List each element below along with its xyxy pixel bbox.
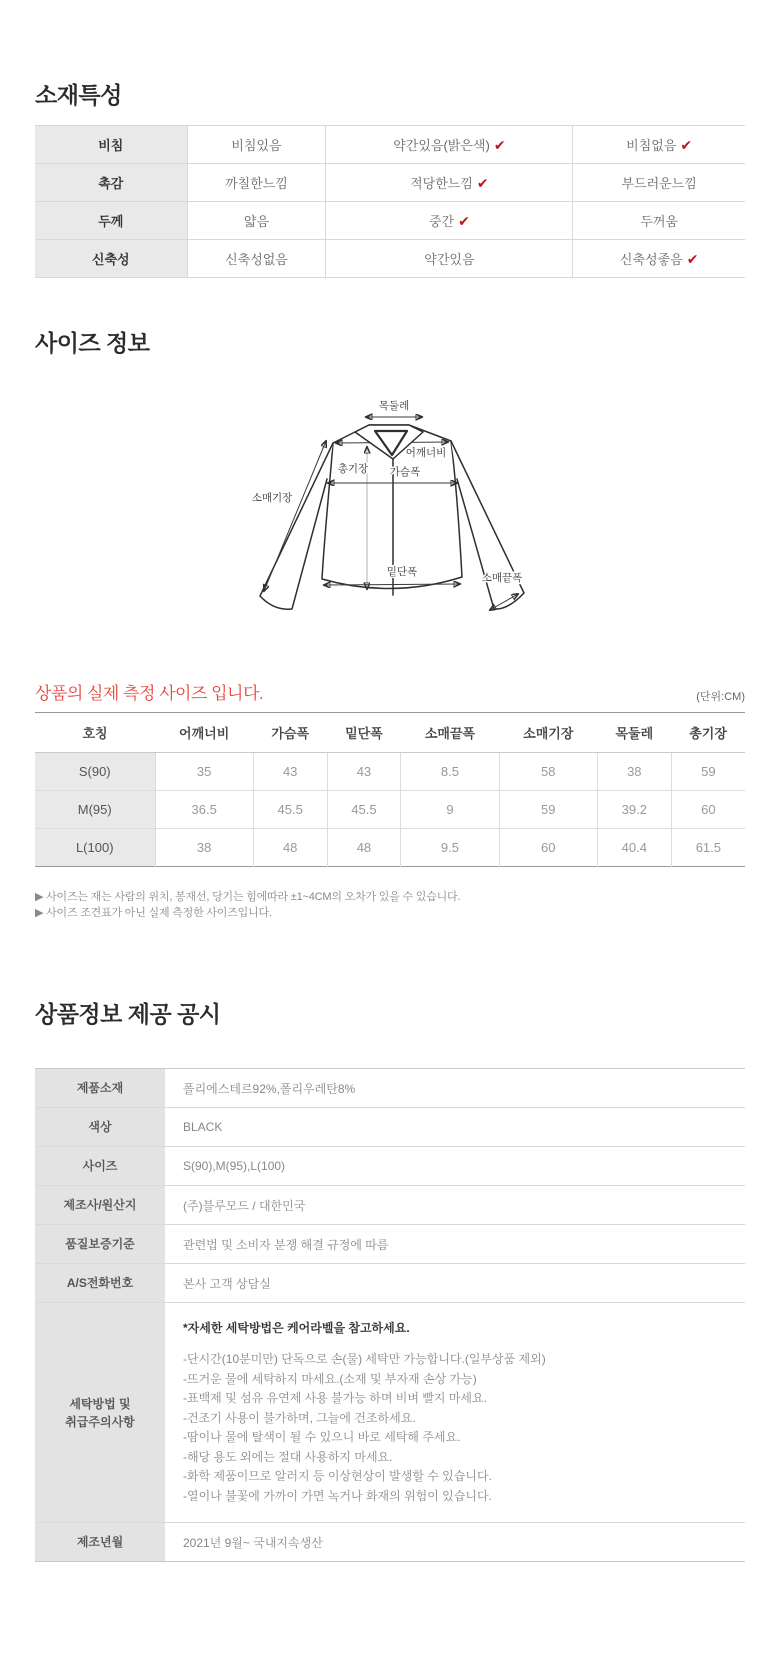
size-value-cell: 61.5 [695,840,721,855]
size-table-header-row [35,713,745,753]
info-row [35,1225,745,1264]
size-row-s [35,753,745,791]
material-option-text: 중간 [428,214,455,229]
check-icon: ✔ [476,175,489,191]
material-row [35,164,745,202]
size-value-cell: 59 [499,791,597,829]
measured-size-header [35,679,745,704]
size-row-name: L(100) [35,829,155,867]
info-row-value: 본사 고객 상담실 [165,1264,745,1303]
size-value-cell: 48 [327,829,401,867]
care-item: -단시간(10분미만) 단독으로 손(물) 세탁만 가능합니다.(일부상품 제외) [183,1352,546,1366]
material-option-cell [187,126,326,164]
material-option-cell [187,202,326,240]
info-row [35,1264,745,1303]
size-diagram [35,371,745,623]
care-item: -화학 제품이므로 알러지 등 이상현상이 발생할 수 있습니다. [183,1469,492,1483]
care-label-line1: 세탁방법 및 [69,1396,131,1411]
size-value-cell: 8.5 [401,753,499,791]
size-footnote: ▶ 사이즈 조견표가 아닌 실제 측정한 사이즈입니다. [35,907,272,919]
size-value-cell: 43 [327,753,401,791]
size-column-header: 소매끝폭 [401,713,499,753]
info-row-label: 사이즈 [35,1147,165,1186]
size-column-header: 목둘레 [597,713,671,753]
size-value-cell: 9.5 [401,829,499,867]
info-row-label: 품질보증기준 [35,1225,165,1264]
diagram-label-cuff: 소매끝폭 [481,572,523,584]
size-value-cell: 43 [253,753,327,791]
care-item: -건조기 사용이 불가하며, 그늘에 건조하세요. [183,1410,416,1425]
size-value-cell: 60 [671,791,745,829]
info-row [35,1069,745,1108]
size-column-header: 가슴폭 [253,713,327,753]
material-option-text: 얇음 [243,214,270,229]
diagram-label-sleeve: 소매기장 [251,492,293,504]
size-value-cell: 36.5 [155,791,253,829]
check-icon: ✔ [493,137,506,153]
size-value-cell: 40.4 [597,829,671,867]
info-row-value: BLACK [165,1108,745,1147]
size-value-cell: 59 [671,753,745,791]
material-option-text: 비침없음 [626,138,677,153]
measured-size-unit: (단위:CM) [696,691,745,703]
material-option-text: 까칠한느낌 [225,176,288,191]
material-row [35,240,745,278]
size-value-cell: 45.5 [253,791,327,829]
info-row-value: S(90),M(95),L(100) [165,1147,745,1186]
material-row [35,202,745,240]
material-table [35,125,745,278]
material-row-label: 비침 [35,126,187,164]
info-row-label: 제품소재 [35,1069,165,1108]
diagram-label-shoulder: 어깨너비 [405,447,447,459]
size-column-header: 소매기장 [499,713,597,753]
check-icon: ✔ [686,251,699,267]
material-option-cell [326,164,573,202]
size-footnotes [35,889,745,921]
info-row-value: (주)블루모드 / 대한민국 [165,1186,745,1225]
size-value-cell: 38 [597,753,671,791]
diagram-label-chest: 가슴폭 [389,466,421,478]
material-option-text: 약간있음(밝은색) [393,138,490,153]
check-icon: ✔ [680,137,693,153]
size-value-cell: 38 [155,829,253,867]
info-row-label: 제조년월 [35,1523,165,1562]
material-option-cell [573,126,745,164]
size-column-header: 총기장 [671,713,745,753]
material-option-cell [326,126,573,164]
material-option-cell [573,202,745,240]
info-row-value: 폴리에스테르92%,폴리우레탄8% [165,1069,745,1108]
material-option-cell [573,164,745,202]
care-item: -해당 용도 외에는 절대 사용하지 마세요. [183,1449,393,1464]
size-value-cell: 60 [499,829,597,867]
shirt-measurement-diagram [240,371,540,621]
care-item: -땀이나 물에 탈색이 될 수 있으니 바로 세탁해 주세요. [183,1430,461,1444]
size-value-cell: 48 [253,829,327,867]
material-option-text: 신축성좋음 [619,252,683,267]
material-option-text: 두꺼움 [640,214,678,229]
material-option-cell [326,202,573,240]
material-option-text: 약간있음 [424,252,475,267]
care-item: -표백제 및 섬유 유연제 사용 불가능 하며 비벼 빨지 마세요. [183,1391,487,1405]
info-row-label: 제조사/원산지 [35,1186,165,1225]
size-value-cell: 9 [401,791,499,829]
info-row-value: 관련법 및 소비자 분쟁 해결 규정에 따름 [165,1225,745,1264]
diagram-label-neck: 목둘레 [378,400,410,412]
material-row [35,126,745,164]
size-value-cell: 58 [499,753,597,791]
material-option-cell [573,240,745,278]
info-row-label: 색상 [35,1108,165,1147]
material-option-cell [187,240,326,278]
size-value-cell: 39.2 [597,791,671,829]
diagram-label-length: 총기장 [337,463,369,475]
info-row [35,1147,745,1186]
material-option-cell [187,164,326,202]
care-instructions [165,1303,745,1523]
info-row-care [35,1303,745,1523]
info-row [35,1186,745,1225]
info-row [35,1523,745,1562]
care-item: -뜨거운 물에 세탁하지 마세요.(소재 및 부자재 손상 가능) [183,1371,477,1386]
material-option-cell [326,240,573,278]
size-row-l [35,829,745,867]
check-icon: ✔ [458,213,470,229]
size-value-cell: 35 [155,753,253,791]
measured-size-notice: 상품의 실제 측정 사이즈 입니다. [35,684,264,703]
material-section-title: 소재특성 [35,82,122,108]
care-label-line2: 취급주의사항 [65,1414,135,1429]
material-row-label: 촉감 [35,164,187,202]
size-row-name: M(95) [35,791,155,829]
size-row-m [35,791,745,829]
care-bold-note: *자세한 세탁방법은 케어라벨을 참고하세요. [183,1321,410,1335]
diagram-label-hem: 밑단폭 [386,566,418,578]
info-row [35,1108,745,1147]
size-footnote: ▶ 사이즈는 재는 사람의 위치, 봉재선, 당기는 힘에따라 ±1~4CM의 오차가 있을 수 있습니다. [35,891,461,903]
material-option-text: 신축성없음 [225,252,288,267]
info-row-value: 2021년 9월~ 국내지속생산 [183,1535,323,1550]
material-row-label: 두께 [35,202,187,240]
care-row-label [35,1303,165,1523]
size-column-header: 밑단폭 [327,713,401,753]
size-row-name: S(90) [35,753,155,791]
size-column-header: 호칭 [35,713,155,753]
material-row-label: 신축성 [35,240,187,278]
material-option-text: 부드러운느낌 [621,176,697,191]
info-row-label: A/S전화번호 [35,1264,165,1303]
material-option-text: 적당한느낌 [410,176,473,191]
product-info-table [35,1068,745,1562]
material-option-text: 비침있음 [231,138,282,153]
size-table [35,712,745,867]
size-value-cell: 45.5 [327,791,401,829]
care-items [183,1350,727,1506]
size-section-title: 사이즈 정보 [35,330,150,356]
size-column-header: 어깨너비 [155,713,253,753]
info-section-title: 상품정보 제공 공시 [35,1001,221,1027]
care-item: -열이나 불꽃에 가까이 가면 녹거나 화재의 위험이 있습니다. [183,1488,492,1503]
